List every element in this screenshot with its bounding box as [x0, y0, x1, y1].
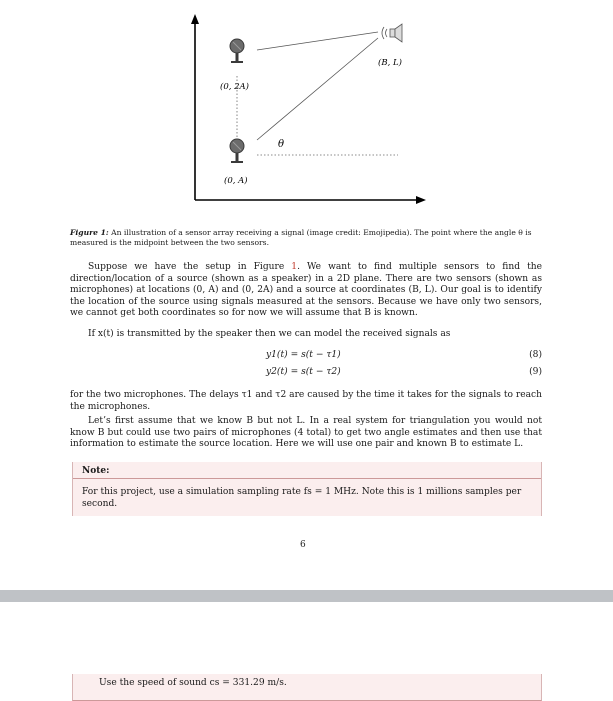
- paragraph: If x(t) is transmitted by the speaker then we can model the received signals as: [88, 329, 451, 339]
- equation-number: (9): [529, 367, 542, 377]
- x-axis-arrow: [416, 196, 426, 204]
- figure-reference-link[interactable]: 1: [291, 262, 298, 272]
- equation: [70, 367, 542, 381]
- figure-caption: [70, 228, 542, 248]
- speaker-icon: [382, 24, 402, 42]
- equation-body: y2(t) = s(t − τ2): [266, 367, 341, 377]
- note-title: Note:: [82, 466, 110, 476]
- note-box-continued: [72, 674, 542, 701]
- page-separator: [0, 590, 613, 602]
- note-divider: [73, 478, 541, 479]
- label-sensor-top: (0, 2A): [220, 82, 249, 92]
- paragraph: Let’s first assume that we know B but not L. In a real system for triangulation you would not know B but could use two pairs of microphones (4 total) to get two angle estimates and then use that information to estimate the source location. Here we will use one pair and known B to estimate L.: [70, 416, 542, 450]
- label-angle: θ: [278, 139, 285, 150]
- paragraph: [70, 262, 542, 320]
- line-mid-to-source: [257, 38, 378, 140]
- microphone-icon: [230, 39, 244, 63]
- caption-text: An illustration of a sensor array receiving a signal (image credit: Emojipedia). The point where the angle θ is measured is the midpoint between the two sensors.: [70, 228, 532, 247]
- note-body: For this project, use a simulation sampling rate fs = 1 MHz. Note this is 1 millions samples per second.: [82, 487, 522, 509]
- label-sensor-bottom: (0, A): [224, 176, 248, 186]
- caption-label: Figure 1:: [70, 228, 109, 237]
- figure-svg: [180, 12, 440, 212]
- line-top-to-source: [257, 32, 378, 50]
- page-number: 6: [300, 540, 306, 550]
- figure-sensor-array: [180, 12, 440, 212]
- label-source: (B, L): [378, 58, 402, 68]
- equation-number: (8): [529, 350, 542, 360]
- note-box: [72, 462, 542, 516]
- paragraph-text: . We want to find multiple sensors to find the direction/location of a source (shown as a speaker) in a 2D plane. There are two sensors (shown as microphones) at locations (0, A) and (0, 2A) and a source at coordinates (B, L). Our goal is to identify the location of the source using signals measured at the sensors. Because we have only two sensors, we cannot get both coordinates so for now we will assume that B is known.: [70, 262, 542, 319]
- y-axis-arrow: [191, 14, 199, 24]
- document-page: [0, 602, 613, 700]
- equation: [70, 350, 542, 364]
- paragraph-text: Suppose we have the setup in Figure: [88, 262, 292, 272]
- microphone-icon: [230, 139, 244, 163]
- note-body: Use the speed of sound cs = 331.29 m/s.: [99, 678, 287, 688]
- equation-body: y1(t) = s(t − τ1): [266, 350, 341, 360]
- paragraph: for the two microphones. The delays τ1 and τ2 are caused by the time it takes for the signals to reach the microphones.: [70, 390, 542, 412]
